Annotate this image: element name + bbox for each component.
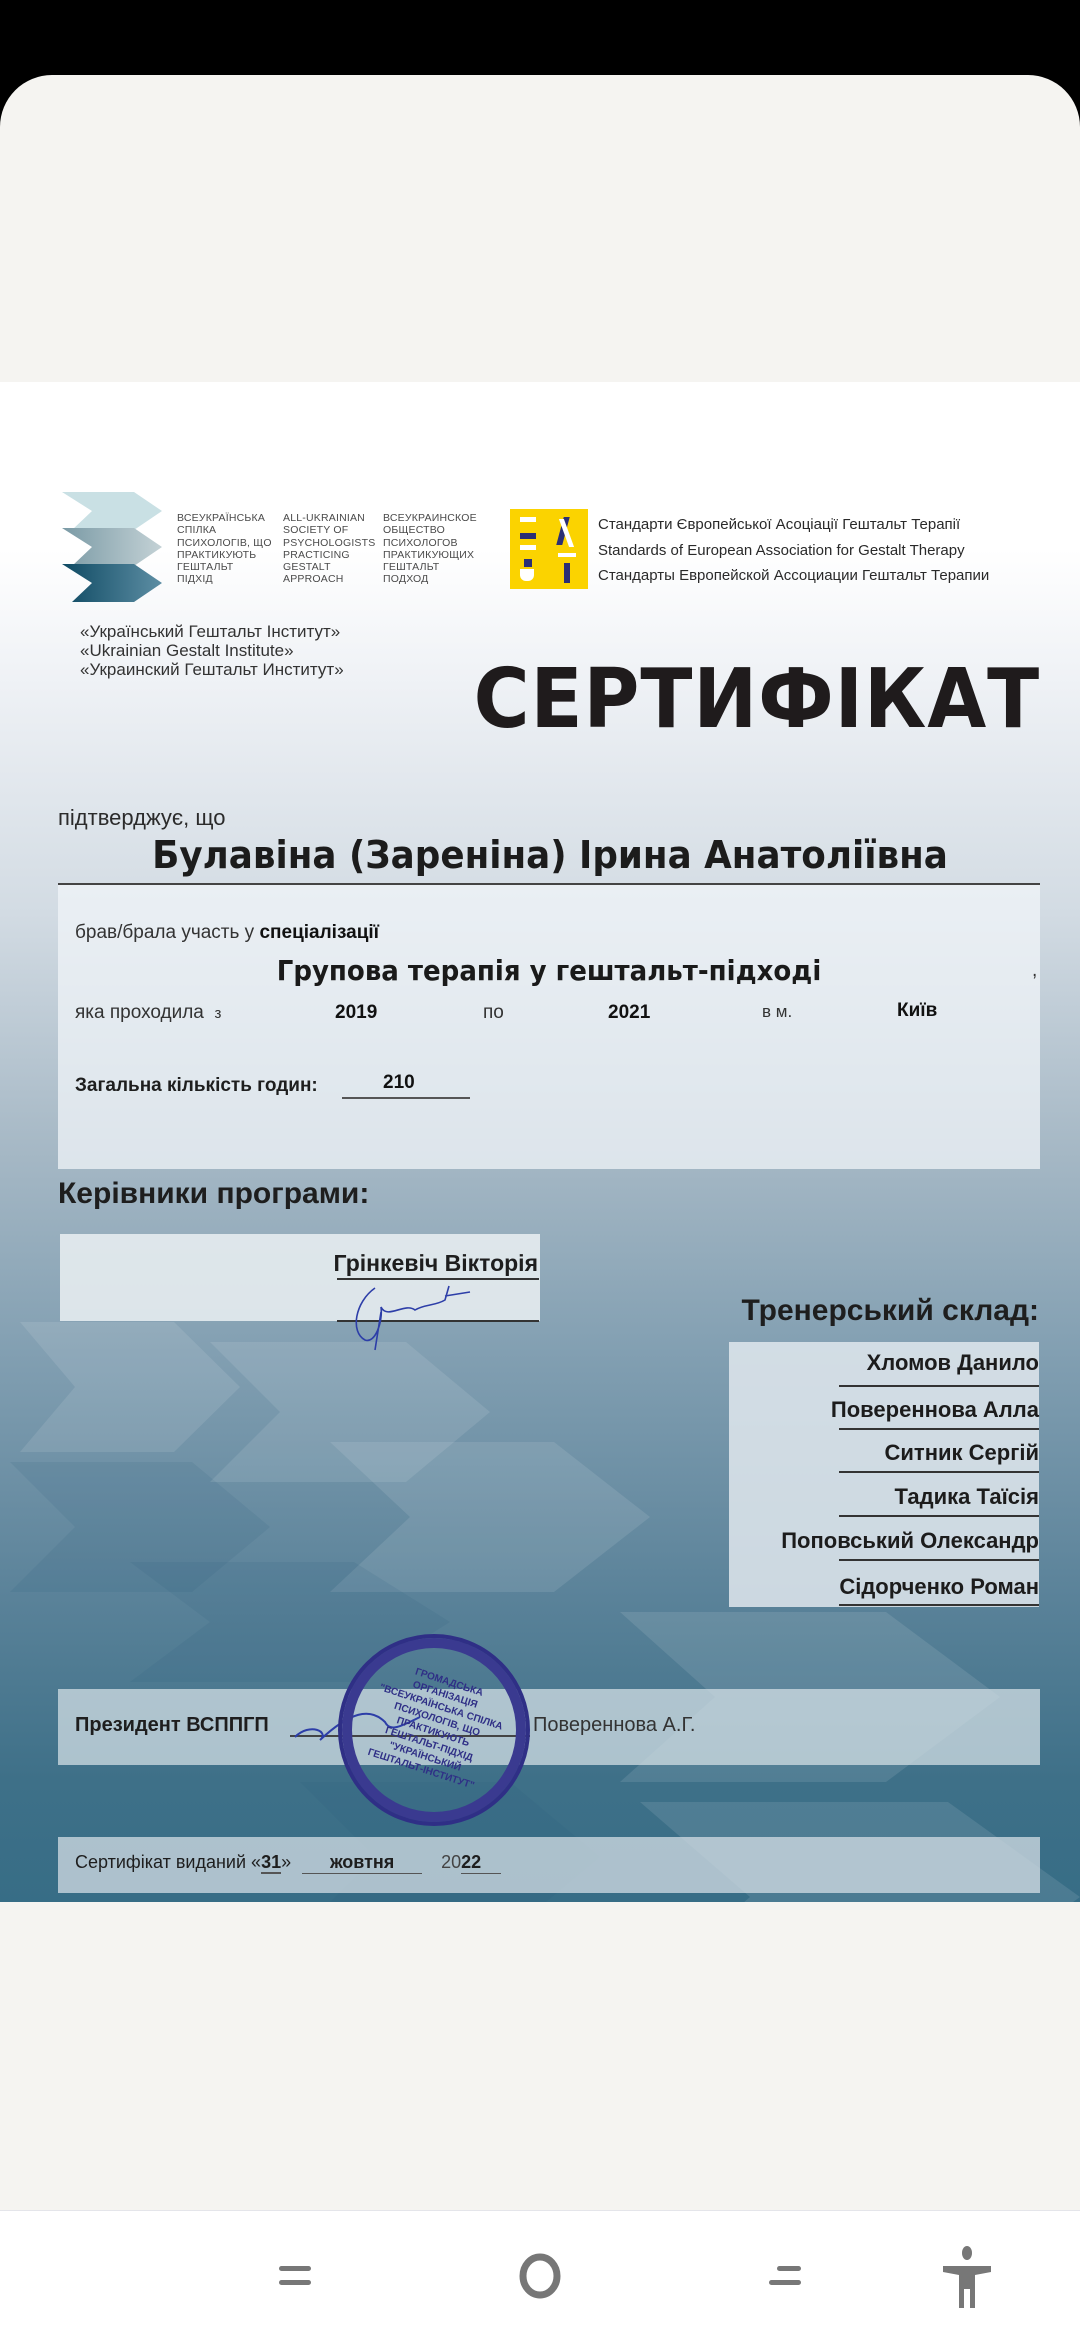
city-label: в м. xyxy=(762,1002,793,1021)
system-navigation-bar xyxy=(0,2210,1080,2340)
trainer-underline xyxy=(839,1385,1039,1387)
specialization-title: Групова терапія у гештальт-підході xyxy=(276,954,822,987)
org-name-en: ALL-UKRAINIAN SOCIETY OF PSYCHOLOGISTS PRACTICING GESTALT APPROACH xyxy=(283,512,376,586)
trainer-name: Поповський Олександр xyxy=(781,1528,1039,1553)
trainer-underline xyxy=(839,1604,1039,1606)
leaders-heading: Керівники програми: xyxy=(58,1177,370,1210)
bg-chevron xyxy=(20,1322,240,1452)
hours-value: 210 xyxy=(383,1072,415,1093)
participated-text: брав/брала участь у спеціалізації xyxy=(75,922,380,943)
org-name-ua: ВСЕУКРАЇНСЬКА СПІЛКА ПСИХОЛОГІВ, ЩО ПРАКТИКУЮТЬ ГЕШТАЛЬТ ПІДХІД xyxy=(177,512,272,586)
trainer-name: Тадика Таїсія xyxy=(894,1484,1039,1509)
leader-signature-icon xyxy=(345,1282,495,1352)
vspppg-logo xyxy=(62,492,167,602)
year-from: 2019 xyxy=(335,1002,378,1023)
held-label: яка проходила з xyxy=(75,1002,222,1023)
leader-underline xyxy=(337,1278,539,1280)
certificate-title: СЕРТИФІКАТ xyxy=(473,652,1040,747)
trainers-heading: Тренерський склад: xyxy=(741,1294,1039,1327)
recipient-name: Булавіна (Зареніна) Ірина Анатоліївна xyxy=(152,833,948,877)
trainer-underline xyxy=(839,1428,1039,1430)
to-label: по xyxy=(483,1002,504,1023)
back-icon xyxy=(765,2256,805,2296)
accessibility-button[interactable] xyxy=(932,2241,1002,2311)
trainers-panel xyxy=(729,1342,1039,1607)
home-button[interactable] xyxy=(505,2241,575,2311)
bg-chevron xyxy=(330,1442,650,1592)
year-to: 2021 xyxy=(608,1002,651,1023)
certificate-page xyxy=(0,382,1080,1902)
eagt-logo xyxy=(510,509,588,589)
trainer-underline xyxy=(839,1471,1039,1473)
accessibility-icon xyxy=(939,2244,995,2308)
stamp-text: ГРОМАДСЬКА ОРГАНІЗАЦІЯ "ВСЕУКРАЇНСЬКА СПІЛКА ПСИХОЛОГІВ, ЩО ПРАКТИКУЮТЬ ГЕШТАЛЬТ-ПІДХІД "УКРАЇНСЬКИЙ ГЕШТАЛЬТ-ІНСТИТУТ" xyxy=(366,1666,504,1792)
institute-names: «Український Гештальт Інститут» «Ukrainian Gestalt Institute» «Украинский Гештальт Институт» xyxy=(80,622,344,679)
recent-apps-button[interactable] xyxy=(260,2241,330,2311)
trainer-underline xyxy=(839,1559,1039,1561)
document-viewer[interactable] xyxy=(0,75,1080,2340)
confirms-text: підтверджує, що xyxy=(58,805,226,830)
issued-date: Сертифікат виданий «31» жовтня 2022 xyxy=(75,1852,501,1874)
eagt-standards-text: Стандарти Європейської Асоціації Гештальт Терапії Standards of European Association for Gestalt Therapy Стандарты Европейской Ассоциации Гештальт Терапии xyxy=(598,516,990,584)
org-name-ru: ВСЕУКРАИНСКОЕ ОБЩЕСТВО ПСИХОЛОГОВ ПРАКТИКУЮЩИХ ГЕШТАЛЬТ ПОДХОД xyxy=(383,512,477,586)
name-underline xyxy=(58,883,1040,885)
recent-apps-icon xyxy=(275,2256,315,2296)
leader-name: Грінкевіч Вікторія xyxy=(333,1250,538,1276)
president-label: Президент ВСППГП xyxy=(75,1714,269,1736)
back-button[interactable] xyxy=(750,2241,820,2311)
city: Київ xyxy=(897,1000,938,1021)
trainer-underline xyxy=(839,1515,1039,1517)
hours-underline xyxy=(342,1097,470,1099)
home-icon xyxy=(515,2251,565,2301)
trainer-name: Ситник Сергій xyxy=(884,1440,1039,1465)
hours-label: Загальна кількість годин: xyxy=(75,1075,318,1096)
trainer-name: Повереннова Алла xyxy=(830,1397,1039,1422)
president-name: Повереннова А.Г. xyxy=(533,1714,696,1736)
trainer-name: Хломов Данило xyxy=(866,1350,1039,1375)
trainer-name: Сідорченко Роман xyxy=(839,1574,1039,1599)
comma: , xyxy=(1032,960,1038,981)
